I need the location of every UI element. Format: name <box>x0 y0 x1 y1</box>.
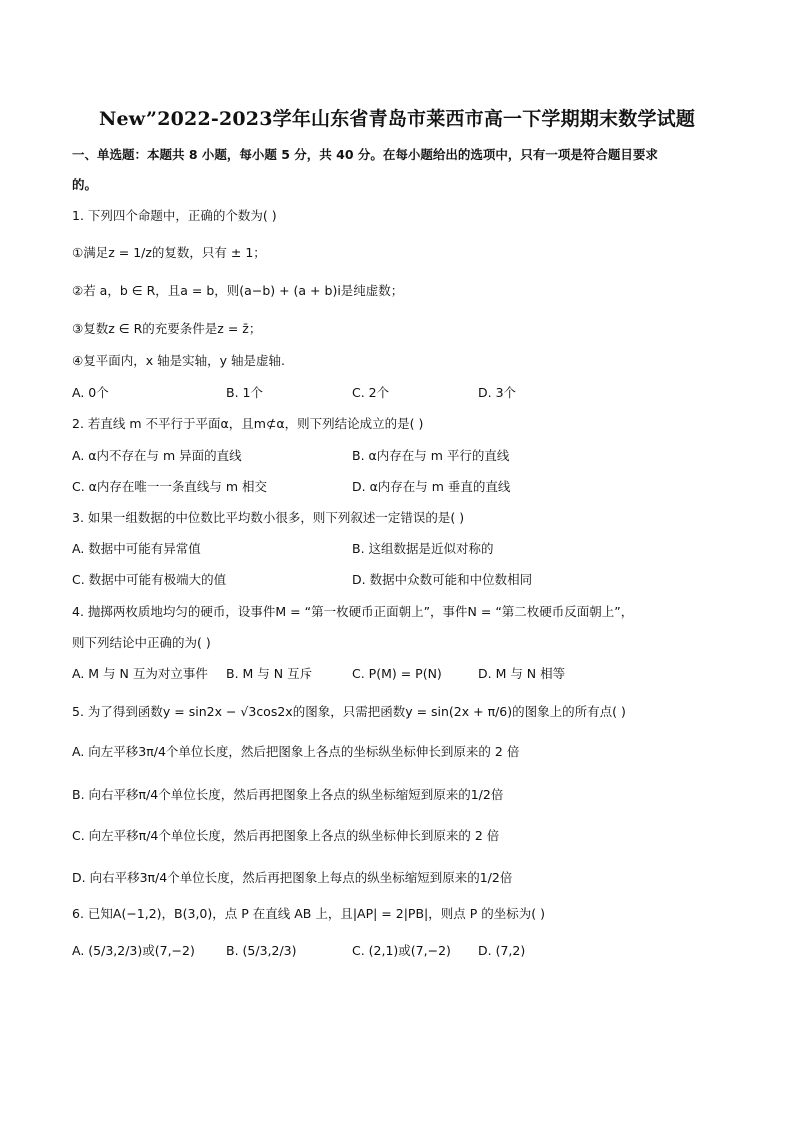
q1-option-d: D. 3个 <box>478 385 517 400</box>
q1-statement-2: ②若 a，b ∈ R，且a = b，则(a−b) + (a + b)i是纯虚数； <box>72 283 404 298</box>
q5-option-b: B. 向右平移π/4个单位长度，然后再把图象上各点的纵坐标缩短到原来的1/2倍 <box>72 787 504 802</box>
q2-option-a: A. α内不存在与 m 异面的直线 <box>72 448 242 463</box>
section-heading-cont: 的。 <box>72 177 98 192</box>
q6-option-b: B. (5/3,2/3) <box>226 943 297 958</box>
q6-option-c: C. (2,1)或(7,−2) <box>352 943 451 958</box>
q4-option-b: B. M 与 N 互斥 <box>226 666 313 681</box>
q1-statement-4: ④复平面内，x 轴是实轴，y 轴是虚轴. <box>72 353 285 368</box>
q1-option-a: A. 0个 <box>72 385 109 400</box>
q4-option-d: D. M 与 N 相等 <box>478 666 566 681</box>
q6-stem: 6. 已知A(−1,2)，B(3,0)，点 P 在直线 AB 上，且|AP| = 2|PB|，则点 P 的坐标为( ) <box>72 906 545 921</box>
q5-option-a: A. 向左平移3π/4个单位长度，然后把图象上各点的坐标纵坐标伸长到原来的 2 倍 <box>72 744 520 759</box>
q1-statement-1: ①满足z = 1/z的复数，只有 ± 1； <box>72 245 266 260</box>
q4-stem: 4. 抛掷两枚质地均匀的硬币，设事件M = “第一枚硬币正面朝上”，事件N = “第二枚硬币反面朝上”， <box>72 604 634 619</box>
q1-statement-3: ③复数z ∈ R的充要条件是z = z̄； <box>72 321 262 336</box>
q5-option-c: C. 向左平移π/4个单位长度，然后再把图象上各点的纵坐标伸长到原来的 2 倍 <box>72 828 500 843</box>
q2-option-d: D. α内存在与 m 垂直的直线 <box>352 479 511 494</box>
q3-option-a: A. 数据中可能有异常值 <box>72 541 201 556</box>
q3-option-d: D. 数据中众数可能和中位数相同 <box>352 572 533 587</box>
q3-stem: 3. 如果一组数据的中位数比平均数小很多，则下列叙述一定错误的是( ) <box>72 510 465 525</box>
q2-option-b: B. α内存在与 m 平行的直线 <box>352 448 510 463</box>
q4-option-a: A. M 与 N 互为对立事件 <box>72 666 208 681</box>
q1-option-b: B. 1个 <box>226 385 263 400</box>
q1-stem: 1. 下列四个命题中，正确的个数为( ) <box>72 208 277 223</box>
section-heading: 一、单选题：本题共 8 小题，每小题 5 分，共 40 分。在每小题给出的选项中，只有一项是符合题目要求 <box>72 147 658 162</box>
q5-option-d: D. 向右平移3π/4个单位长度，然后再把图象上每点的纵坐标缩短到原来的1/2倍 <box>72 870 513 885</box>
page-title: New”2022-2023学年山东省青岛市莱西市高一下学期期末数学试题 <box>98 108 696 130</box>
q4-option-c: C. P(M) = P(N) <box>352 666 442 681</box>
q3-option-c: C. 数据中可能有极端大的值 <box>72 572 227 587</box>
q3-option-b: B. 这组数据是近似对称的 <box>352 541 494 556</box>
q4-stem-cont: 则下列结论中正确的为( ) <box>72 635 211 650</box>
q1-option-c: C. 2个 <box>352 385 390 400</box>
q6-option-a: A. (5/3,2/3)或(7,−2) <box>72 943 195 958</box>
q2-option-c: C. α内存在唯一一条直线与 m 相交 <box>72 479 268 494</box>
q2-stem: 2. 若直线 m 不平行于平面α，且m⊄α，则下列结论成立的是( ) <box>72 416 424 431</box>
q5-stem: 5. 为了得到函数y = sin2x − √3cos2x的图象，只需把函数y = sin(2x + π/6)的图象上的所有点( ) <box>72 704 626 719</box>
q6-option-d: D. (7,2) <box>478 943 526 958</box>
